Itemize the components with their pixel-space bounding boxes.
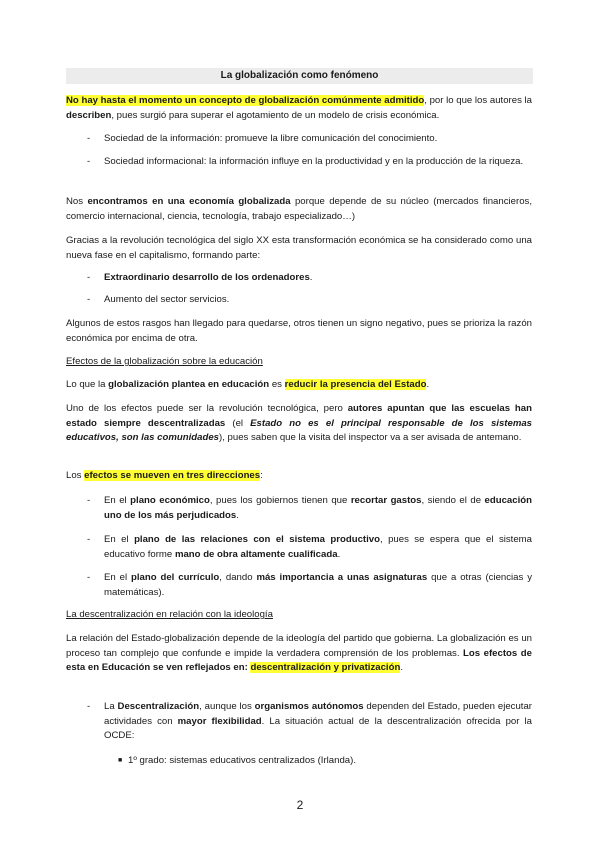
text: . La situación actual de la descentralización ofrecida por la OCDE: (104, 715, 532, 741)
list-item-text: Sociedad de la información: promueve la libre comunicación del conocimiento. (104, 133, 438, 144)
text: En el (104, 534, 135, 545)
paragraph-3: Gracias a la revolución tecnológica del siglo XX esta transformación económica se ha considerado como una nueva fase en el capitalismo, formando parte: (66, 235, 532, 261)
list-item-text (104, 533, 532, 562)
bold-text: Extraordinario desarrollo de los ordenadores (104, 272, 310, 283)
section-heading-2: La descentralización en relación con la ideología (66, 609, 273, 620)
text: . (236, 509, 239, 521)
list-item (87, 571, 532, 600)
bold-text: recortar gastos (350, 495, 422, 506)
list-item-text: Extraordinario desarrollo de los ordenadores. (104, 272, 313, 283)
text: , por lo que los autores la (424, 95, 532, 106)
text: . (400, 662, 403, 673)
text: , siendo el de (421, 495, 485, 506)
dash-bullet: - (87, 534, 91, 545)
bold-text: plano económico (130, 495, 210, 506)
dash-bullet: - (87, 272, 91, 283)
text: Lo que la (66, 379, 109, 390)
highlighted-text: efectos se mueven en tres direcciones (84, 470, 261, 481)
bold-italic-text: Estado no es el principal responsable de los sistemas educativos, son las comunidades (66, 417, 533, 443)
bold-text: globalización plantea en educación (108, 379, 270, 390)
bold-text: mayor flexibilidad (177, 715, 262, 727)
text: , pues surgió para superar el agotamiento de un modelo de crisis económica. (111, 109, 440, 121)
list-item-text (104, 494, 532, 523)
page-number: 2 (296, 798, 304, 812)
page-title: La globalización como fenómeno (66, 68, 533, 84)
list-item (87, 533, 532, 562)
list-item-text (104, 700, 532, 744)
bold-text: más importancia a unas asignaturas (256, 572, 428, 583)
paragraph-6 (66, 402, 532, 446)
paragraph-1 (66, 94, 532, 123)
text: es (269, 379, 285, 390)
bold-text: mano de obra altamente cualificada (174, 548, 338, 560)
highlighted-text: No hay hasta el momento un concepto de globalización comúnmente admitido (66, 95, 425, 106)
bold-text: plano del currículo (131, 572, 220, 583)
paragraph-5 (66, 378, 532, 393)
bold-text: educación uno de los más perjudicados (104, 495, 532, 521)
text: porque depende de su núcleo (mercados financieros, comercio internacional, ciencia, tecnología, trabajo especializado…) (66, 196, 532, 222)
list-item (87, 700, 532, 744)
bold-text: organismos autónomos (254, 701, 364, 712)
text: Uno de los efectos puede ser la revolución tecnológica, pero (66, 403, 348, 414)
sub-list-item (118, 754, 532, 769)
highlighted-text: descentralización y privatización (250, 662, 401, 673)
text: dependen del Estado, pueden ejecutar actividades con (104, 701, 532, 727)
text: En el (104, 495, 131, 506)
text: . (426, 379, 430, 390)
square-bullet-icon: ■ (118, 757, 123, 764)
sub-list-item-text: 1º grado: sistemas educativos centralizados (Irlanda). (128, 755, 357, 766)
list-item (87, 293, 532, 308)
paragraph-2 (66, 195, 532, 224)
paragraph-7 (66, 469, 532, 484)
dash-bullet: - (87, 133, 91, 144)
section-heading-1: Efectos de la globalización sobre la educación (66, 356, 263, 367)
bold-text: encontramos en una economía globalizada (87, 196, 291, 207)
paragraph-4: Algunos de estos rasgos han llegado para quedarse, otros tienen un signo negativo, pues se prioriza la razón económica por encima de otra. (66, 318, 532, 344)
text: (el (225, 417, 251, 429)
paragraph-8 (66, 632, 532, 676)
list-item (87, 494, 532, 523)
dash-bullet: - (87, 701, 91, 712)
dash-bullet: - (87, 572, 91, 583)
dash-bullet: - (87, 495, 91, 506)
list-item (87, 132, 532, 147)
text: Nos (66, 196, 88, 207)
text: . (337, 548, 341, 560)
dash-bullet: - (87, 294, 91, 305)
bold-text: describen (66, 109, 112, 121)
text: La (104, 701, 118, 712)
bold-text: Descentralización (117, 701, 200, 712)
text: , aunque los (199, 701, 255, 712)
text: ), pues saben que la visita del inspector va a ser avisada de antemano. (219, 432, 522, 443)
list-item-text: Sociedad informacional: la información influye en la productividad y en la producción de la riqueza. (104, 156, 524, 167)
text: En el (104, 572, 131, 583)
dash-bullet: - (87, 156, 91, 167)
bold-text: autores apuntan que las escuelas han estado siempre descentralizadas (66, 403, 532, 429)
text: La relación del Estado-globalización depende de la ideología del partido que gobierna. La globalización es un proceso tan complejo que confunde e impide la verdadera comprensión de los problemas. (66, 633, 532, 659)
bold-text: Los efectos de esta en Educación se ven reflejados en: (66, 647, 532, 673)
text: : (260, 470, 263, 481)
text: , pues los gobiernos tienen que (209, 495, 351, 506)
text: que a otras (ciencias y matemáticas). (104, 572, 532, 598)
highlighted-text: reducir la presencia del Estado (284, 379, 427, 390)
text: , pues se espera que el sistema educativo forme (104, 534, 532, 560)
text: Los (66, 470, 85, 481)
list-item (87, 271, 532, 286)
text: , dando (219, 572, 257, 583)
list-item-text: Aumento del sector servicios. (104, 294, 230, 305)
list-item (87, 155, 532, 170)
bold-text: plano de las relaciones con el sistema productivo (134, 534, 380, 545)
list-item-text (104, 571, 532, 600)
